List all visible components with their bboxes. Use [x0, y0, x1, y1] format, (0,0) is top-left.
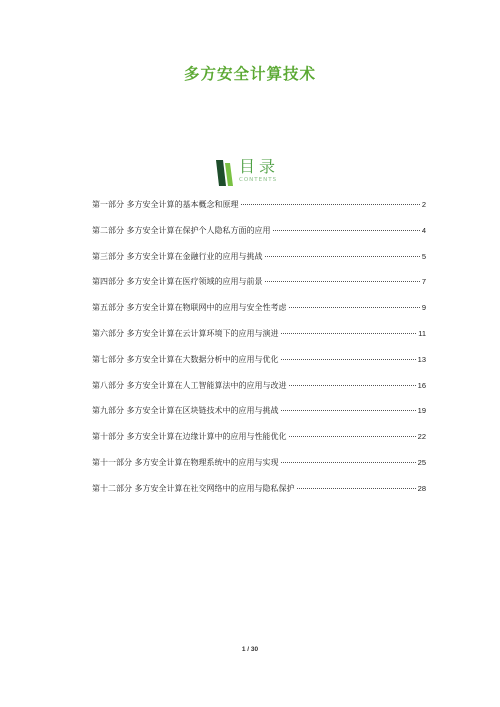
toc-dot-leader — [281, 410, 416, 411]
toc-header — [214, 158, 304, 190]
toc-entry[interactable] — [92, 353, 426, 379]
toc-entry-page[interactable]: 4 — [421, 225, 426, 235]
toc-entry-label[interactable]: 第七部分 多方安全计算在大数据分析中的应用与优化 — [92, 354, 279, 364]
toc-dot-leader — [273, 230, 420, 231]
toc-entry-label[interactable]: 第十二部分 多方安全计算在社交网络中的应用与隐私保护 — [92, 483, 295, 493]
toc-dot-leader — [265, 281, 420, 282]
toc-entry-page[interactable]: 5 — [421, 251, 426, 261]
toc-entry-page[interactable]: 11 — [418, 328, 426, 338]
toc-entry-label[interactable]: 第三部分 多方安全计算在金融行业的应用与挑战 — [92, 251, 263, 261]
toc-entry-page[interactable]: 16 — [417, 380, 426, 390]
toc-entry[interactable] — [92, 456, 426, 482]
toc-entry-label[interactable]: 第二部分 多方安全计算在保护个人隐私方面的应用 — [92, 225, 271, 235]
toc-entry[interactable] — [92, 275, 426, 301]
toc-entry-page[interactable]: 9 — [421, 303, 426, 313]
slanted-bar-mark-icon — [214, 158, 236, 188]
toc-entry[interactable] — [92, 404, 426, 430]
toc-entry-label[interactable]: 第九部分 多方安全计算在区块链技术中的应用与挑战 — [92, 406, 279, 416]
toc-dot-leader — [289, 436, 416, 437]
toc-dot-leader — [281, 359, 416, 360]
document-title: 多方安全计算技术 — [183, 65, 316, 83]
toc-dot-leader — [281, 333, 417, 334]
toc-list — [92, 198, 426, 508]
toc-subheading: CONTENTS — [239, 177, 278, 183]
toc-entry[interactable] — [92, 482, 426, 508]
toc-entry-label[interactable]: 第五部分 多方安全计算在物联网中的应用与安全性考虑 — [92, 303, 287, 313]
toc-entry-page[interactable]: 7 — [421, 277, 426, 287]
toc-entry-label[interactable]: 第八部分 多方安全计算在人工智能算法中的应用与改进 — [92, 380, 287, 390]
toc-entry-page[interactable]: 19 — [417, 406, 426, 416]
toc-entry[interactable] — [92, 224, 426, 250]
toc-dot-leader — [297, 488, 416, 489]
toc-dot-leader — [281, 462, 416, 463]
toc-entry-label[interactable]: 第一部分 多方安全计算的基本概念和原理 — [92, 200, 239, 209]
toc-entry-page[interactable]: 2 — [421, 200, 426, 209]
page-number: 1 / 30 — [241, 646, 259, 653]
toc-entry-page[interactable]: 22 — [417, 432, 426, 442]
toc-entry-page[interactable]: 13 — [417, 354, 426, 364]
toc-entry[interactable] — [92, 379, 426, 405]
toc-entry-label[interactable]: 第十部分 多方安全计算在边缘计算中的应用与性能优化 — [92, 432, 287, 442]
toc-entry[interactable] — [92, 301, 426, 327]
toc-dot-leader — [241, 204, 420, 205]
toc-dot-leader — [265, 256, 420, 257]
toc-entry-page[interactable]: 28 — [417, 483, 426, 493]
toc-entry-label[interactable]: 第十一部分 多方安全计算在物理系统中的应用与实现 — [92, 457, 279, 467]
toc-entry[interactable] — [92, 327, 426, 353]
toc-dot-leader — [289, 307, 420, 308]
toc-entry-page[interactable]: 25 — [417, 457, 426, 467]
toc-entry-label[interactable]: 第六部分 多方安全计算在云计算环境下的应用与演进 — [92, 328, 279, 338]
toc-entry-label[interactable]: 第四部分 多方安全计算在医疗领域的应用与前景 — [92, 277, 263, 287]
toc-entry[interactable] — [92, 250, 426, 276]
toc-entry[interactable] — [92, 430, 426, 456]
toc-dot-leader — [289, 385, 416, 386]
toc-heading: 目录 — [239, 157, 280, 176]
toc-entry[interactable] — [92, 198, 426, 224]
